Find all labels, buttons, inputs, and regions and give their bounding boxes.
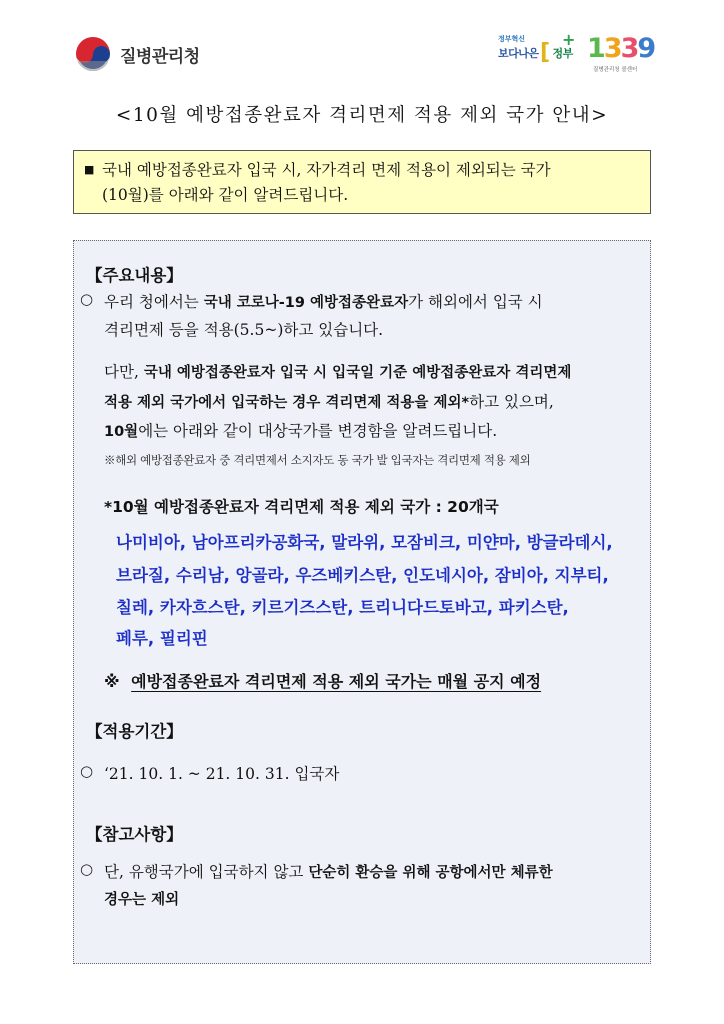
country-list-line: 나미비아, 남아프리카공화국, 말라위, 모잠비크, 미얀마, 방글라데시, (116, 533, 613, 552)
square-bullet-icon: ■ (84, 163, 95, 176)
circle-bullet-icon: ○ (80, 290, 94, 308)
section-heading-notes: 【참고사항】 (86, 825, 183, 844)
period-text: ‘21. 10. 1. ~ 21. 10. 31. 입국자 (104, 765, 340, 783)
country-list-line: 칠레, 카자흐스탄, 키르기즈스탄, 트리니다드토바고, 파키스탄, (116, 598, 569, 617)
gov-innovation-logo (498, 30, 576, 74)
section-heading-period: 【적용기간】 (86, 722, 183, 741)
countries-title: *10월 예방접종완료자 격리면제 적용 제외 국가 : 20개국 (104, 498, 499, 516)
notice-line-1: 국내 예방접종완료자 입국 시, 자가격리 면제 적용이 제외되는 국가 (102, 161, 551, 179)
main-paragraph-1-line2: 격리면제 등을 적용(5.5~)하고 있습니다. (104, 321, 384, 339)
notice-box (73, 150, 651, 214)
document-title: <10월 예방접종완료자 격리면제 적용 제외 국가 안내> (115, 105, 609, 126)
notes-line-2: 경우는 제외 (104, 892, 180, 908)
monthly-notice: ※ 예방접종완료자 격리면제 적용 제외 국가는 매월 공지 예정 (104, 672, 542, 691)
reference-mark-icon: ※ (104, 672, 120, 691)
gov-logo-small-text: 정부혁신 (498, 35, 526, 43)
main-paragraph-2-line3: 10월에는 아래와 같이 대상국가를 변경함을 알려드립니다. (104, 422, 498, 440)
agency-logo (76, 37, 200, 71)
hotline-number: 1339 (587, 33, 655, 64)
gov-logo-main-text: 보다나은 정부 (498, 47, 573, 60)
government-emblem-icon (76, 37, 110, 71)
gov-logo-bracket-icon: [ (540, 40, 551, 65)
main-paragraph-2-line2: 적용 제외 국가에서 입국하는 경우 격리면제 적용을 제외*하고 있으며, (104, 393, 554, 411)
hotline-subtitle: 질병관리청 콜센터 (593, 67, 638, 73)
notes-line-1: 단, 유행국가에 입국하지 않고 단순히 환승을 위해 공항에서만 체류한 (104, 863, 553, 881)
country-list-line: 브라질, 수리남, 앙골라, 우즈베키스탄, 인도네시아, 잠비아, 지부티, (116, 566, 609, 585)
hotline-logo (587, 34, 653, 74)
circle-bullet-icon: ○ (80, 762, 94, 780)
notice-text (102, 158, 648, 208)
circle-bullet-icon: ○ (80, 860, 94, 878)
main-paragraph-2-line1: 다만, 국내 예방접종완료자 입국 시 입국일 기준 예방접종완료자 격리면제 (104, 363, 572, 381)
footnote: ※해외 예방접종완료자 중 격리면제서 소지자도 동 국가 발 입국자는 격리면제 적용 제외 (104, 453, 531, 467)
section-heading-main: 【주요내용】 (86, 266, 183, 285)
notice-line-2: (10월)를 아래와 같이 알려드립니다. (102, 186, 349, 204)
agency-name: 질병관리청 (120, 46, 200, 67)
gov-logo-plus-icon: + (562, 30, 576, 49)
main-paragraph-1: 우리 청에서는 국내 코로나-19 예방접종완료자가 해외에서 입국 시 (104, 293, 543, 311)
country-list-line: 페루, 필리핀 (116, 629, 208, 648)
